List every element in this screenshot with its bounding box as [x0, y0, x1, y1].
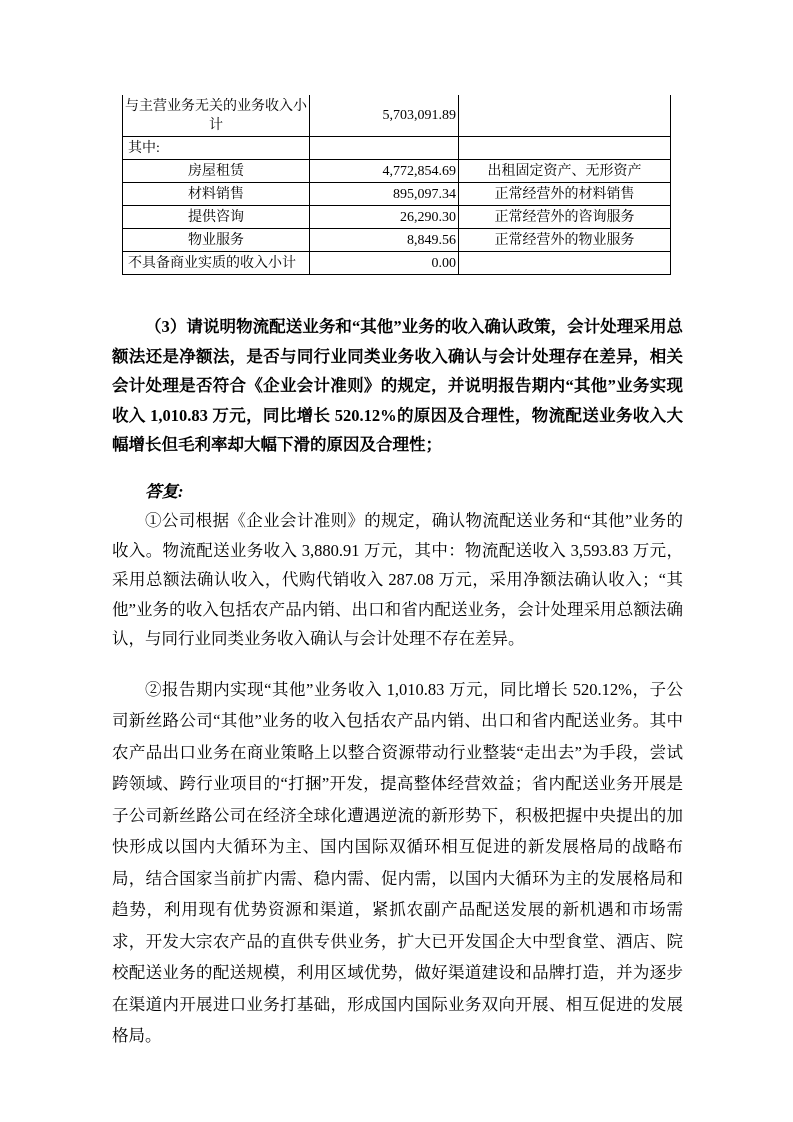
row-item-label: 与主营业务无关的业务收入小计 [123, 95, 310, 137]
row-item-label: 其中: [123, 137, 310, 160]
table-row [123, 137, 671, 160]
document-body [112, 312, 683, 1052]
table-row [123, 183, 671, 206]
row-item-label: 提供咨询 [123, 206, 310, 229]
row-note [459, 252, 671, 275]
table-row [123, 229, 671, 252]
row-item-label: 物业服务 [123, 229, 310, 252]
row-amount [310, 137, 459, 160]
row-item-label: 房屋租赁 [123, 160, 310, 183]
answer-paragraph-1: ①公司根据《企业会计准则》的规定，确认物流配送业务和“其他”业务的收入。物流配送业务收入 3,880.91 万元，其中：物流配送收入 3,593.83 万元，采用总额法确认收入，代购代销收入 287.08 万元，采用净额法确认收入；“其他”业务的收入包括农产品内销、出口和省内配送业务，会计处理采用总额法确认，与同行业同类业务收入确认与会计处理不存在差异。 [112, 511, 683, 648]
row-amount: 26,290.30 [310, 206, 459, 229]
row-amount: 5,703,091.89 [310, 95, 459, 137]
row-note [459, 95, 671, 137]
question-paragraph: （3）请说明物流配送业务和“其他”业务的收入确认政策，会计处理采用总额法还是净额法，是否与同行业同类业务收入确认与会计处理存在差异，相关会计处理是否符合《企业会计准则》的规定，并说明报告期内“其他”业务实现收入 1,010.83 万元，同比增长 520.12%的原因及合理性，物流配送业务收入大幅增长但毛利率却大幅下滑的原因及合理性； [112, 317, 683, 454]
table-row [123, 252, 671, 275]
row-amount: 8,849.56 [310, 229, 459, 252]
reply-heading: 答复: [145, 481, 184, 501]
non-core-revenue-table [122, 95, 671, 275]
table-row [123, 160, 671, 183]
row-note: 出租固定资产、无形资产 [459, 160, 671, 183]
row-amount: 895,097.34 [310, 183, 459, 206]
table-row [123, 206, 671, 229]
row-note [459, 137, 671, 160]
row-note: 正常经营外的材料销售 [459, 183, 671, 206]
row-item-label: 不具备商业实质的收入小计 [123, 252, 310, 275]
row-amount: 0.00 [310, 252, 459, 275]
row-note: 正常经营外的物业服务 [459, 229, 671, 252]
answer-paragraph-2: ②报告期内实现“其他”业务收入 1,010.83 万元，同比增长 520.12%，子公司新丝路公司“其他”业务的收入包括农产品内销、出口和省内配送业务。其中农产品出口业务在商业策略上以整合资源带动行业整装“走出去”为手段，尝试跨领域、跨行业项目的“打捆”开发，提高整体经营效益；省内配送业务开展是子公司新丝路公司在经济全球化遭遇逆流的新形势下，积极把握中央提出的加快形成以国内大循环为主、国内国际双循环相互促进的新发展格局的战略布局，结合国家当前扩内需、稳内需、促内需，以国内大循环为主的发展格局和趋势，利用现有优势资源和渠道，紧抓农副产品配送发展的新机遇和市场需求，开发大宗农产品的直供专供业务，扩大已开发国企大中型食堂、酒店、院校配送业务的配送规模，利用区域优势，做好渠道建设和品牌打造，并为逐步在渠道内开展进口业务打基础，形成国内国际业务双向开展、相互促进的发展格局。 [112, 679, 683, 1045]
row-amount: 4,772,854.69 [310, 160, 459, 183]
table-row [123, 95, 671, 137]
row-item-label: 材料销售 [123, 183, 310, 206]
row-note: 正常经营外的咨询服务 [459, 206, 671, 229]
